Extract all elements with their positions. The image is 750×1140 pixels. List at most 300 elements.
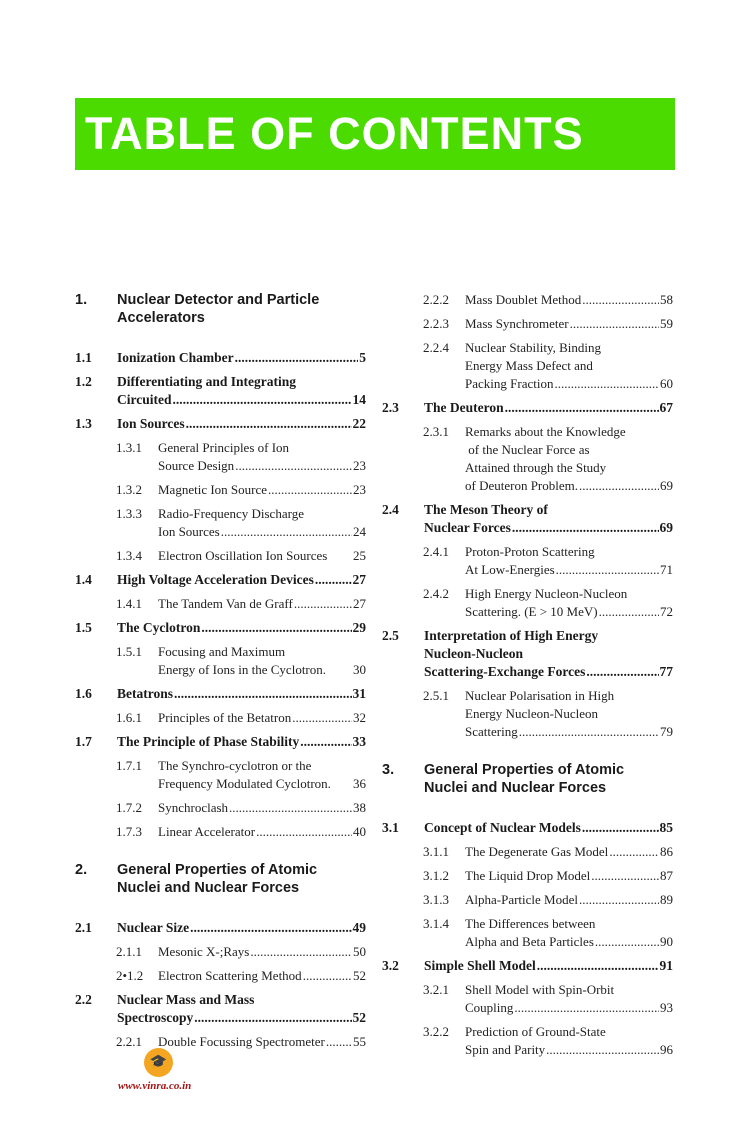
toc-section-entry[interactable] <box>75 919 366 943</box>
entry-title-line: High Energy Nucleon-Nucleon <box>465 586 628 601</box>
entry-title <box>424 819 673 837</box>
toc-sub-entry[interactable] <box>382 915 673 957</box>
page-number: 55 <box>353 1034 366 1049</box>
page-number: 32 <box>353 710 366 725</box>
entry-title-line: Nuclei and Nuclear Forces <box>424 780 607 796</box>
entry-number: 3.1.2 <box>423 868 449 883</box>
dot-leader <box>194 1009 351 1027</box>
entry-number: 2.3.1 <box>423 424 449 439</box>
entry-title-line <box>117 733 366 751</box>
entry-number: 2.2 <box>75 992 92 1007</box>
entry-title-text: Mesonic X-;Rays <box>158 944 250 959</box>
toc-section-entry[interactable] <box>382 957 673 981</box>
dot-leader <box>546 1041 659 1059</box>
toc-section-entry[interactable] <box>75 991 366 1033</box>
toc-section-entry[interactable] <box>75 619 366 643</box>
entry-number: 3.1 <box>382 820 399 835</box>
entry-title <box>158 823 366 841</box>
entry-title-line <box>158 481 366 499</box>
toc-sub-entry[interactable] <box>75 505 366 547</box>
entry-title-line <box>465 867 673 885</box>
page-number: 25 <box>353 548 366 563</box>
toc-sub-entry[interactable] <box>75 595 366 619</box>
toc-section-entry[interactable] <box>382 399 673 423</box>
entry-number: 2.4 <box>382 502 399 517</box>
entry-number: 1.4 <box>75 572 92 587</box>
page-number: 23 <box>353 458 366 473</box>
entry-title-text: Alpha-Particle Model <box>465 892 578 907</box>
entry-number: 3. <box>382 762 395 778</box>
page-number: 52 <box>352 1010 366 1025</box>
toc-sub-entry[interactable] <box>382 585 673 627</box>
entry-title-line: Nuclear Polarisation in High <box>465 688 615 703</box>
entry-title-line: The Synchro-cyclotron or the <box>158 758 312 773</box>
entry-number: 2.5 <box>382 628 399 643</box>
dot-leader <box>292 709 352 727</box>
entry-title-line <box>158 709 366 727</box>
page-number: 40 <box>353 824 366 839</box>
toc-sub-entry[interactable] <box>382 291 673 315</box>
entry-title-text: Double Focussing Spectrometer <box>158 1034 325 1049</box>
toc-section-entry[interactable] <box>75 733 366 757</box>
entry-number: 2. <box>75 862 88 878</box>
entry-title-line <box>465 891 673 909</box>
entry-title-line <box>158 823 366 841</box>
toc-section-entry[interactable] <box>382 501 673 543</box>
page-number: 49 <box>352 920 366 935</box>
entry-title <box>158 439 366 475</box>
dot-leader <box>579 477 659 495</box>
entry-title <box>465 1023 673 1059</box>
page-number: 33 <box>352 734 366 749</box>
toc-chapter-entry[interactable] <box>75 861 366 903</box>
entry-title-text: High Voltage Acceleration Devices <box>117 572 314 587</box>
dot-leader <box>519 723 659 741</box>
entry-title <box>465 585 673 621</box>
entry-title-text: The Deuteron <box>424 400 504 415</box>
entry-title <box>158 757 366 793</box>
dot-leader <box>582 819 659 837</box>
entry-title-line: General Properties of Atomic <box>117 862 318 878</box>
page-number: 14 <box>352 392 366 407</box>
entry-title <box>158 709 366 727</box>
dot-leader <box>174 685 352 703</box>
entry-title-line: General Properties of Atomic <box>424 762 625 778</box>
page-title: TABLE OF CONTENTS <box>85 108 584 159</box>
dot-leader <box>190 919 351 937</box>
entry-title <box>117 685 366 703</box>
entry-title-line <box>424 663 673 681</box>
page-number: 89 <box>660 892 673 907</box>
entry-number: 3.1.1 <box>423 844 449 859</box>
entry-number: 1.3.3 <box>116 506 142 521</box>
dot-leader <box>579 891 659 909</box>
entry-title-line <box>465 561 673 579</box>
toc-sub-entry[interactable] <box>75 799 366 823</box>
dot-leader <box>586 663 658 681</box>
toc-sub-entry[interactable] <box>382 843 673 867</box>
entry-title-text: Mass Doublet Method <box>465 292 582 307</box>
entry-title-line <box>158 799 366 817</box>
toc-sub-entry[interactable] <box>75 1033 366 1057</box>
entry-title <box>424 627 673 681</box>
entry-title-line: Nucleon-Nucleon <box>424 646 523 661</box>
entry-title-text: The Principle of Phase Stability <box>117 734 300 749</box>
entry-title-text: Alpha and Beta Particles <box>465 934 594 949</box>
page-number: 69 <box>659 520 673 535</box>
entry-number: 1.7.1 <box>116 758 142 773</box>
entry-title <box>465 339 673 393</box>
dot-leader <box>505 399 659 417</box>
entry-title-text: Nuclear Forces <box>424 520 511 535</box>
entry-title-line <box>158 661 366 679</box>
entry-title-text: Mass Synchrometer <box>465 316 569 331</box>
page-number: 71 <box>660 562 673 577</box>
page-number: 23 <box>353 482 366 497</box>
page-number: 69 <box>660 478 673 493</box>
entry-title-line: Radio-Frequency Discharge <box>158 506 304 521</box>
toc-sub-entry[interactable] <box>75 709 366 733</box>
dot-leader <box>595 933 659 951</box>
entry-number: 1.3 <box>75 416 92 431</box>
entry-title <box>158 643 366 679</box>
page-number: 36 <box>353 776 366 791</box>
page-number: 24 <box>353 524 366 539</box>
page-number: 30 <box>353 662 366 677</box>
entry-title <box>424 957 673 975</box>
entry-title <box>117 291 366 327</box>
entry-title-line: General Principles of Ion <box>158 440 290 455</box>
entry-number: 2.2.2 <box>423 292 449 307</box>
entry-title <box>117 373 366 409</box>
dot-leader <box>582 291 659 309</box>
toc-sub-entry[interactable] <box>382 891 673 915</box>
entry-title-text: Spectroscopy <box>117 1010 194 1025</box>
page-number: 77 <box>659 664 673 679</box>
entry-title-line: Interpretation of High Energy <box>424 628 599 643</box>
entry-number: 1.6 <box>75 686 92 701</box>
entry-title-text: Simple Shell Model <box>424 958 536 973</box>
page-number: 31 <box>352 686 366 701</box>
entry-title-text: Ion Sources <box>158 524 220 539</box>
toc-section-entry[interactable] <box>382 627 673 687</box>
entry-title <box>465 423 673 495</box>
entry-title <box>465 843 673 861</box>
entry-title-line <box>465 999 673 1017</box>
entry-number: 1.7.3 <box>116 824 142 839</box>
dot-leader <box>556 561 659 579</box>
entry-title-line: Shell Model with Spin-Orbit <box>465 982 615 997</box>
dot-leader <box>512 519 659 537</box>
entry-title <box>465 543 673 579</box>
page-number: 58 <box>660 292 673 307</box>
dot-leader <box>570 315 659 333</box>
entry-title-line <box>158 595 366 613</box>
entry-number: 3.1.4 <box>423 916 449 931</box>
entry-title-line: Focusing and Maximum <box>158 644 286 659</box>
toc-sub-entry[interactable] <box>75 439 366 481</box>
toc-section-entry[interactable] <box>75 685 366 709</box>
page-number: 29 <box>352 620 366 635</box>
entry-number: 2.1.1 <box>116 944 142 959</box>
page-number: 90 <box>660 934 673 949</box>
toc-section-entry[interactable] <box>75 415 366 439</box>
dot-leader <box>326 1033 352 1051</box>
page-number: 5 <box>359 350 366 365</box>
dot-leader <box>591 867 659 885</box>
entry-title <box>117 415 366 433</box>
entry-title <box>117 733 366 751</box>
dot-leader <box>173 391 352 409</box>
toc-sub-entry[interactable] <box>382 687 673 747</box>
entry-title-line <box>158 457 366 475</box>
entry-title-text: The Degenerate Gas Model <box>465 844 609 859</box>
entry-number: 1.2 <box>75 374 92 389</box>
toc-sub-entry[interactable] <box>75 481 366 505</box>
entry-title-line: Remarks about the Knowledge <box>465 424 626 439</box>
entry-title-line <box>465 1041 673 1059</box>
entry-title <box>465 891 673 909</box>
toc-sub-entry[interactable] <box>382 543 673 585</box>
entry-title-text: Packing Fraction <box>465 376 554 391</box>
entry-title-line <box>158 775 366 793</box>
entry-title-line: Energy Mass Defect and <box>465 358 593 373</box>
entry-title <box>117 919 366 937</box>
entry-number: 1.5 <box>75 620 92 635</box>
entry-number: 2.4.1 <box>423 544 449 559</box>
entry-title-line <box>465 843 673 861</box>
dot-leader <box>609 843 659 861</box>
dot-leader <box>514 999 659 1017</box>
entry-title-text: Synchroclash <box>158 800 229 815</box>
toc-chapter-entry[interactable] <box>75 291 366 333</box>
entry-title-text: Coupling <box>465 1000 514 1015</box>
page-number: 59 <box>660 316 673 331</box>
entry-number: 3.2.1 <box>423 982 449 997</box>
page-number: 52 <box>353 968 366 983</box>
entry-title-line <box>424 957 673 975</box>
website-link[interactable]: www.vinra.co.in <box>118 1080 192 1092</box>
entry-title <box>117 861 366 897</box>
toc-section-entry[interactable] <box>75 349 366 373</box>
entry-title-text: The Tandem Van de Graff <box>158 596 293 611</box>
toc-section-entry[interactable] <box>382 819 673 843</box>
entry-title-line <box>465 477 673 495</box>
toc-column-right <box>382 291 673 1065</box>
entry-title-line <box>424 519 673 537</box>
entry-title-text: Frequency Modulated Cyclotron. <box>158 776 331 791</box>
toc-chapter-entry[interactable] <box>382 761 673 803</box>
entry-title-text: Concept of Nuclear Models <box>424 820 581 835</box>
entry-title-line <box>117 349 366 367</box>
toc-sub-entry[interactable] <box>75 823 366 847</box>
entry-number: 2.4.2 <box>423 586 449 601</box>
entry-title-line <box>158 1033 366 1051</box>
entry-title-text: Scattering. (E > 10 MeV) <box>465 604 598 619</box>
entry-title-line: Energy Nucleon-Nucleon <box>465 706 598 721</box>
entry-title-line <box>465 603 673 621</box>
page-number: 85 <box>659 820 673 835</box>
page-number: 91 <box>659 958 673 973</box>
entry-number: 1.6.1 <box>116 710 142 725</box>
entry-title-text: The Liquid Drop Model <box>465 868 591 883</box>
entry-title-text: Spin and Parity <box>465 1042 546 1057</box>
entry-number: 1.7 <box>75 734 92 749</box>
entry-title-line <box>465 933 673 951</box>
entry-number: 1.7.2 <box>116 800 142 815</box>
graduation-cap-icon: 🎓 <box>144 1048 173 1077</box>
toc-section-entry[interactable] <box>75 373 366 415</box>
entry-title <box>465 687 673 741</box>
entry-title-line <box>158 943 366 961</box>
entry-title-text: of Deuteron Problem. <box>465 478 579 493</box>
entry-title <box>117 571 366 589</box>
entry-title-line <box>117 415 366 433</box>
page-number: 93 <box>660 1000 673 1015</box>
toc-sub-entry[interactable] <box>382 1023 673 1065</box>
entry-title-text: Scattering-Exchange Forces <box>424 664 586 679</box>
entry-title <box>465 315 673 333</box>
entry-title-line: Prediction of Ground-State <box>465 1024 606 1039</box>
entry-title-line: Proton-Proton Scattering <box>465 544 595 559</box>
entry-title <box>117 349 366 367</box>
entry-title-text: Linear Accelerator <box>158 824 256 839</box>
dot-leader <box>256 823 352 841</box>
entry-title <box>158 1033 366 1051</box>
entry-title-line: Nuclear Stability, Binding <box>465 340 601 355</box>
page-number: 72 <box>660 604 673 619</box>
entry-number: 1.1 <box>75 350 92 365</box>
page-number: 96 <box>660 1042 673 1057</box>
entry-title-line <box>117 1009 366 1027</box>
entry-title <box>424 501 673 537</box>
page-number: 86 <box>660 844 673 859</box>
entry-number: 2.2.4 <box>423 340 449 355</box>
page-number: 79 <box>660 724 673 739</box>
toc-sub-entry[interactable] <box>382 339 673 399</box>
entry-number: 1.3.1 <box>116 440 142 455</box>
entry-number: 2.3 <box>382 400 399 415</box>
entry-title <box>465 291 673 309</box>
entry-title-text: Source Design <box>158 458 235 473</box>
entry-title <box>424 761 673 797</box>
entry-title-text: Circuited <box>117 392 172 407</box>
page-number: 50 <box>353 944 366 959</box>
entry-title-line <box>465 315 673 333</box>
entry-title <box>424 399 673 417</box>
toc-sub-entry[interactable] <box>75 547 366 571</box>
entry-title <box>158 799 366 817</box>
page-number: 27 <box>352 572 366 587</box>
dot-leader <box>235 457 352 475</box>
entry-title <box>117 619 366 637</box>
entry-title-text: Betatrons <box>117 686 173 701</box>
dot-leader <box>554 375 659 393</box>
entry-title-line: Differentiating and Integrating <box>117 374 296 389</box>
entry-number: 3.2.2 <box>423 1024 449 1039</box>
toc-sub-entry[interactable] <box>75 643 366 685</box>
page-number: 27 <box>353 596 366 611</box>
entry-number: 1.3.4 <box>116 548 142 563</box>
entry-title-text: Ion Sources <box>117 416 185 431</box>
title-banner <box>75 98 675 170</box>
page-number: 60 <box>660 376 673 391</box>
entry-title <box>465 981 673 1017</box>
entry-number: 3.2 <box>382 958 399 973</box>
dot-leader <box>315 571 352 589</box>
dot-leader <box>229 799 352 817</box>
dot-leader <box>235 349 359 367</box>
entry-number: 1. <box>75 292 88 308</box>
entry-title-line <box>465 375 673 393</box>
toc-sub-entry[interactable] <box>75 943 366 967</box>
entry-title-line <box>117 571 366 589</box>
entry-title-line <box>465 291 673 309</box>
entry-title-line: Nuclear Mass and Mass <box>117 992 255 1007</box>
entry-title-line <box>158 523 366 541</box>
entry-title-text: Electron Oscillation Ion Sources <box>158 548 328 563</box>
entry-title-line: The Differences between <box>465 916 596 931</box>
entry-title-line <box>465 723 673 741</box>
entry-title-line <box>117 685 366 703</box>
page-number: 38 <box>353 800 366 815</box>
entry-number: 2.2.3 <box>423 316 449 331</box>
dot-leader <box>303 967 352 985</box>
entry-title <box>158 595 366 613</box>
entry-title-text: The Cyclotron <box>117 620 201 635</box>
entry-title <box>158 481 366 499</box>
entry-title-text: Electron Scattering Method <box>158 968 302 983</box>
entry-number: 3.1.3 <box>423 892 449 907</box>
toc-sub-entry[interactable] <box>382 867 673 891</box>
entry-title <box>158 505 366 541</box>
entry-number: 1.5.1 <box>116 644 142 659</box>
toc-sub-entry[interactable] <box>75 757 366 799</box>
toc-sub-entry[interactable] <box>382 423 673 501</box>
toc-sub-entry[interactable] <box>382 315 673 339</box>
dot-leader <box>268 481 352 499</box>
dot-leader <box>294 595 352 613</box>
entry-title <box>158 967 366 985</box>
entry-title-text: Magnetic Ion Source <box>158 482 268 497</box>
toc-sub-entry[interactable] <box>75 967 366 991</box>
entry-number: 2.2.1 <box>116 1034 142 1049</box>
entry-number: 1.4.1 <box>116 596 142 611</box>
entry-title-line <box>158 547 366 565</box>
entry-title-line: Nuclear Detector and Particle <box>117 292 320 308</box>
dot-leader <box>537 957 659 975</box>
entry-title-line: Nuclei and Nuclear Forces <box>117 880 300 896</box>
entry-title <box>158 547 366 565</box>
entry-title-line: of the Nuclear Force as <box>465 442 590 457</box>
dot-leader <box>300 733 351 751</box>
entry-title-line: Accelerators <box>117 310 205 326</box>
entry-title-text: At Low-Energies <box>465 562 555 577</box>
entry-title-line <box>117 619 366 637</box>
entry-title-line: The Meson Theory of <box>424 502 548 517</box>
entry-title-text: Nuclear Size <box>117 920 190 935</box>
page-number: 87 <box>660 868 673 883</box>
entry-title <box>465 867 673 885</box>
toc-sub-entry[interactable] <box>382 981 673 1023</box>
dot-leader <box>221 523 352 541</box>
entry-title-text: Principles of the Betatron <box>158 710 292 725</box>
entry-title-line <box>424 399 673 417</box>
entry-title-text: Energy of Ions in the Cyclotron. <box>158 662 327 677</box>
toc-section-entry[interactable] <box>75 571 366 595</box>
entry-title <box>158 943 366 961</box>
entry-title <box>117 991 366 1027</box>
